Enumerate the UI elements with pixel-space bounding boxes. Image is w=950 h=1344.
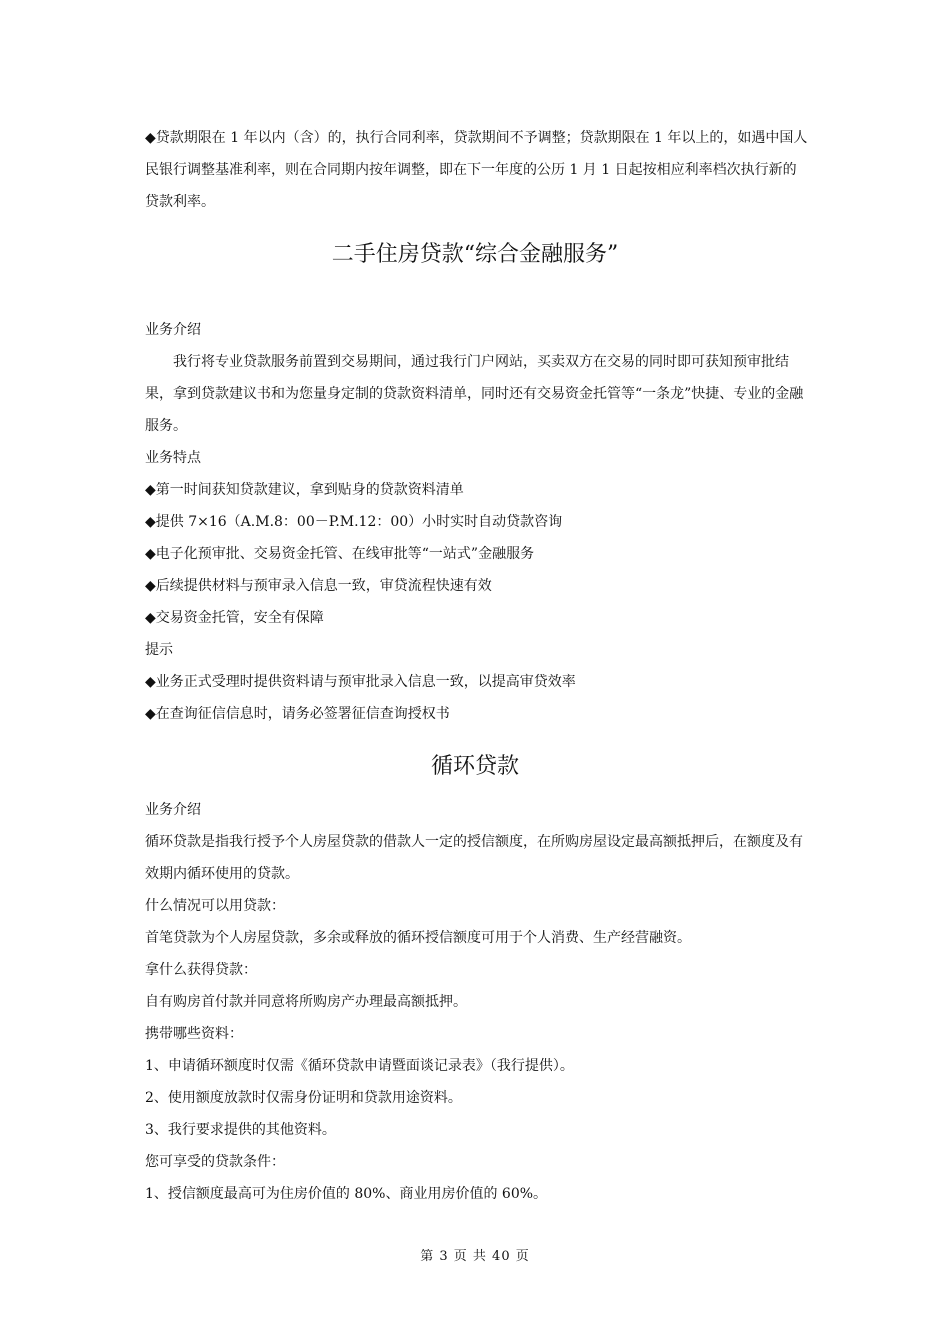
feature-item: ◆交易资金托管，安全有保障 — [145, 610, 324, 626]
rate-adjust-paragraph: ◆贷款期限在 1 年以内（含）的，执行合同利率，贷款期间不予调整；贷款期限在 1 年以上的，如遇中国人民银行调整基准利率，则在合同期内按年调整，即在下一年度的公历 1 月 1 日起按相应利率档次执行新的贷款利率。 — [145, 130, 808, 210]
section2-how-heading: 拿什么获得贷款： — [145, 962, 257, 978]
feature-item: ◆电子化预审批、交易资金托管、在线审批等“一站式”金融服务 — [145, 546, 535, 562]
docs-item: 1、申请循环额度时仅需《循环贷款申请暨面谈记录表》（我行提供）。 — [145, 1058, 574, 1074]
page-number-footer: 第 3 页 共 40 页 — [420, 1249, 530, 1264]
section1-features-heading: 业务特点 — [145, 450, 201, 466]
feature-item: ◆后续提供材料与预审录入信息一致，审贷流程快速有效 — [145, 578, 492, 594]
section2-when-heading: 什么情况可以用贷款： — [145, 898, 285, 914]
feature-item: ◆第一时间获知贷款建议，拿到贴身的贷款资料清单 — [145, 482, 464, 498]
section2-intro-heading: 业务介绍 — [145, 802, 201, 818]
condition-item: 1、授信额度最高可为住房价值的 80%、商业用房价值的 60%。 — [145, 1186, 548, 1202]
section-title-secondhand-loan: 二手住房贷款“综合金融服务” — [331, 242, 619, 267]
section2-intro-paragraph: 循环贷款是指我行授予个人房屋贷款的借款人一定的授信额度，在所购房屋设定最高额抵押后，在额度及有效期内循环使用的贷款。 — [145, 834, 803, 882]
section2-docs-heading: 携带哪些资料： — [145, 1026, 243, 1042]
section1-tips-heading: 提示 — [145, 642, 173, 658]
docs-item: 2、使用额度放款时仅需身份证明和贷款用途资料。 — [145, 1090, 462, 1106]
section1-intro-paragraph: 我行将专业贷款服务前置到交易期间，通过我行门户网站，买卖双方在交易的同时即可获知预审批结果，拿到贷款建议书和为您量身定制的贷款资料清单，同时还有交易资金托管等“一条龙”快捷、专业的金融服务。 — [145, 354, 804, 434]
section2-how-text: 自有购房首付款并同意将所购房产办理最高额抵押。 — [145, 994, 467, 1010]
tip-item: ◆在查询征信信息时，请务必签署征信查询授权书 — [145, 706, 450, 722]
section-title-revolving-loan: 循环贷款 — [430, 754, 519, 779]
section2-when-text: 首笔贷款为个人房屋贷款，多余或释放的循环授信额度可用于个人消费、生产经营融资。 — [145, 930, 691, 946]
tip-item: ◆业务正式受理时提供资料请与预审批录入信息一致，以提高审贷效率 — [145, 674, 576, 690]
section1-intro-heading: 业务介绍 — [145, 322, 201, 338]
section2-conditions-heading: 您可享受的贷款条件： — [145, 1154, 285, 1170]
feature-item: ◆提供 7×16（A.M.8：00－P.M.12：00）小时实时自动贷款咨询 — [145, 514, 563, 530]
docs-item: 3、我行要求提供的其他资料。 — [145, 1122, 336, 1138]
